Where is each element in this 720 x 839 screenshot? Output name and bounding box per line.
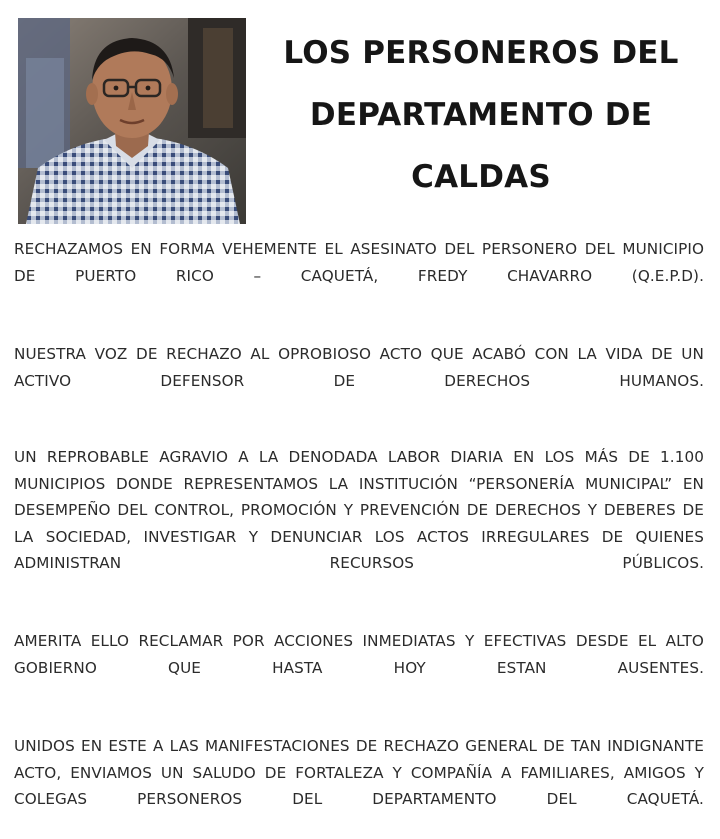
paragraph-condemnation: RECHAZAMOS EN FORMA VEHEMENTE EL ASESINATO DEL PERSONERO DEL MUNICIPIO DE PUERTO RICO – CAQUETÁ, FREDY CHAVARRO (Q.E.P.D). <box>14 240 704 285</box>
portrait-photo <box>18 18 246 224</box>
paragraph-voice-of-rejection: NUESTRA VOZ DE RECHAZO AL OPROBIOSO ACTO QUE ACABÓ CON LA VIDA DE UN ACTIVO DEFENSOR DE DERECHOS HUMANOS. <box>14 345 704 390</box>
paragraph-grievance: UN REPROBABLE AGRAVIO A LA DENODADA LABOR DIARIA EN LOS MÁS DE 1.100 MUNICIPIOS DONDE REPRESENTAMOS LA INSTITUCIÓN “PERSONERÍA MUNICIPAL” EN DESEMPEÑO DEL CONTROL, PROMOCIÓN Y PREVENCIÓN DE DERECHOS Y DEBERES DE LA SOCIEDAD, INVESTIGAR Y DENUNCIAR LOS ACTOS IRREGULARES DE QUIENES ADMINISTRAN RECURSOS PÚBLICOS. <box>14 448 704 572</box>
document-title: LOS PERSONEROS DEL DEPARTAMENTO DE CALDAS <box>283 35 679 195</box>
paragraph-solidarity: UNIDOS EN ESTE A LAS MANIFESTACIONES DE RECHAZO GENERAL DE TAN INDIGNANTE ACTO, ENVIAMOS UN SALUDO DE FORTALEZA Y COMPAÑÍA A FAMILIARES, AMIGOS Y COLEGAS PERSONEROS DEL DEPARTAMENTO DEL CAQUETÁ. <box>14 737 704 808</box>
paragraph-demand-action: AMERITA ELLO RECLAMAR POR ACCIONES INMEDIATAS Y EFECTIVAS DESDE EL ALTO GOBIERNO QUE HASTA HOY ESTAN AUSENTES. <box>14 632 704 677</box>
